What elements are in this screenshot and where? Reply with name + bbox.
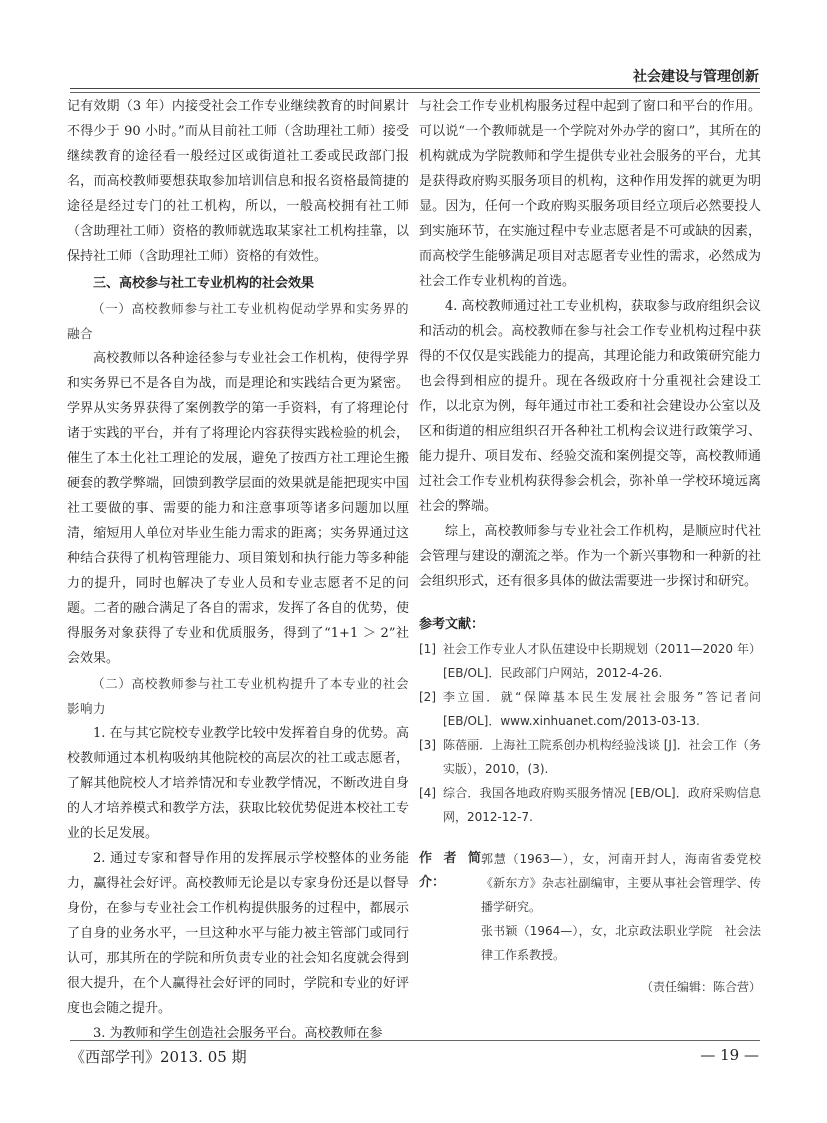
subsection-heading: （二）高校教师参与社工专业机构提升了本专业的社会影响力 [67,676,409,716]
left-column [67,94,409,1046]
header-rule [70,88,760,89]
author-bio-text: 张书颖（1964—），女，北京政法职业学院 社会法律工作系教授。 [481,924,761,962]
paragraph: 2. 通过专家和督导作用的发挥展示学校整体的业务能力，赢得社会好评。高校教师无论是以专家身份还是以督导身份，在参与专业社会工作机构提供服务的过程中，都展示了自身的业务水平，一旦这种水平与能力被主管部门或同行认可，那其所在的学院和所负责专业的社会知名度就会得到很大提升，在个人赢得社会好评的同时，学院和专业的好评度也会随之提升。 [67,851,409,1016]
reference-text: 社会工作专业人才队伍建设中长期规划（2011—2020 年）[EB/OL]．民政部门户网站，2012-4-26. [443,642,761,680]
author-bio [419,847,761,967]
author-bio-label: 作者简介： [419,851,481,890]
reference-number: [4] [419,786,436,800]
reference-item [419,637,761,685]
reference-number: [3] [419,738,436,752]
reference-text: 陈蓓丽．上海社工院系创办机构经验浅谈 [J]．社会工作（务实版），2010，(3). [443,738,761,776]
paragraph: 3. 为教师和学生创造社会服务平台。高校教师在参 [93,1026,383,1041]
references-list [419,637,761,829]
section-heading: 三、高校参与社工专业机构的社会效果 [93,276,315,291]
reference-text: 李立国．就“保障基本民生发展社会服务”答记者问 [EB/OL]．www.xinhuanet.com/2013-03-13. [443,690,761,728]
paragraph: 与社会工作专业机构服务过程中起到了窗口和平台的作用。可以说“一个教师就是一个学院对外办学的窗口”，其所在的机构就成为学院教师和学生提供专业社会服务的平台，尤其是获得政府购买服务项目的机构，这种作用发挥的就更为明显。因为，任何一个政府购买服务项目经立项后必然要投人到实施环节，在实施过程中专业志愿者是不可或缺的因素，而高校学生能够满足项目对志愿者专业性的需求，必然成为社会工作专业机构的首选。 [419,99,761,289]
right-column [419,94,761,1000]
header-rule-thin [70,92,760,93]
reference-number: [1] [419,642,436,656]
paragraph: 高校教师以各种途径参与专业社会工作机构，使得学界和实务界已不是各自为战，而是理论和实践结合更为紧密。学界从实务界获得了案例教学的第一手资料，有了将理论付诸于实践的平台，并有了将理论内容获得实践检验的机会，催生了本土化社工理论的发展，避免了按西方社工理论生搬硬套的教学弊端，回馈到教学层面的效果就是能把现实中国社工要做的事、需要的能力和注意事项等诸多问题加以厘清，缩短用人单位对毕业生能力需求的距离；实务界通过这种结合获得了机构管理能力、项目策划和执行能力等多种能力的提升，同时也解决了专业人员和专业志愿者不足的问题。二者的融合满足了各自的需求，发挥了各自的优势，使得服务对象获得了专业和优质服务，得到了“1+1 ＞ 2”社会效果。 [67,351,409,666]
reference-text: 综合．我国各地政府购买服务情况 [EB/OL]．政府采购信息网，2012-12-7. [443,786,761,824]
reference-number: [2] [419,690,436,704]
reference-item [419,733,761,781]
reference-item [419,781,761,829]
references-heading: 参考文献： [419,617,485,632]
subsection-heading: （一）高校教师参与社工专业机构促动学界和实务界的融合 [67,301,409,341]
paragraph: 1. 在与其它院校专业教学比较中发挥着自身的优势。高校教师通过本机构吸纳其他院校的高层次的社工或志愿者，了解其他院校人才培养情况和专业教学情况，不断改进自身的人才培养模式和教学方法，获取比较优势促进本校社工专业的长足发展。 [67,726,409,841]
author-bio-text: 郭慧（1963—），女，河南开封人，海南省委党校《新东方》杂志社副编审，主要从事社会管理学、传播学研究。 [481,852,761,914]
paragraph: 综上，高校教师参与专业社会工作机构，是顺应时代社会管理与建设的潮流之举。作为一个新兴事物和一种新的社会组织形式，还有很多具体的做法需要进一步探讨和研究。 [419,524,761,589]
running-header: 社会建设与管理创新 [633,69,759,85]
responsible-editor: （责任编辑：陈合营） [640,980,761,994]
reference-item [419,685,761,733]
page-number: — 19 — [700,1046,759,1064]
paragraph: 4. 高校教师通过社工专业机构，获取参与政府组织会议和活动的机会。高校教师在参与社会工作专业机构过程中获得的不仅仅是实践能力的提高，其理论能力和政策研究能力也会得到相应的提升。现在各级政府十分重视社会建设工作，以北京为例，每年通过市社工委和社会建设办公室以及区和街道的相应组织召开各种社工机构会议进行政策学习、能力提升、项目发布、经验交流和案例提交等，高校教师通过社会工作专业机构获得参会机会，弥补单一学校环境远离社会的弊端。 [419,299,761,514]
journal-issue: 《西部学刊》2013. 05 期 [70,1048,247,1066]
footer-rule [70,1040,760,1041]
paragraph: 记有效期（3 年）内接受社会工作专业继续教育的时间累计不得少于 90 小时。”而从目前社工师（含助理社工师）接受继续教育的途径看一般经过区或街道社工委或民政部门报名，而高校教师要想获取参加培训信息和报名资格最简捷的途径是经过专门的社工机构，所以，一般高校拥有社工师（含助理社工师）资格的教师就选取某家社工机构挂靠，以保持社工师（含助理社工师）资格的有效性。 [67,99,409,264]
